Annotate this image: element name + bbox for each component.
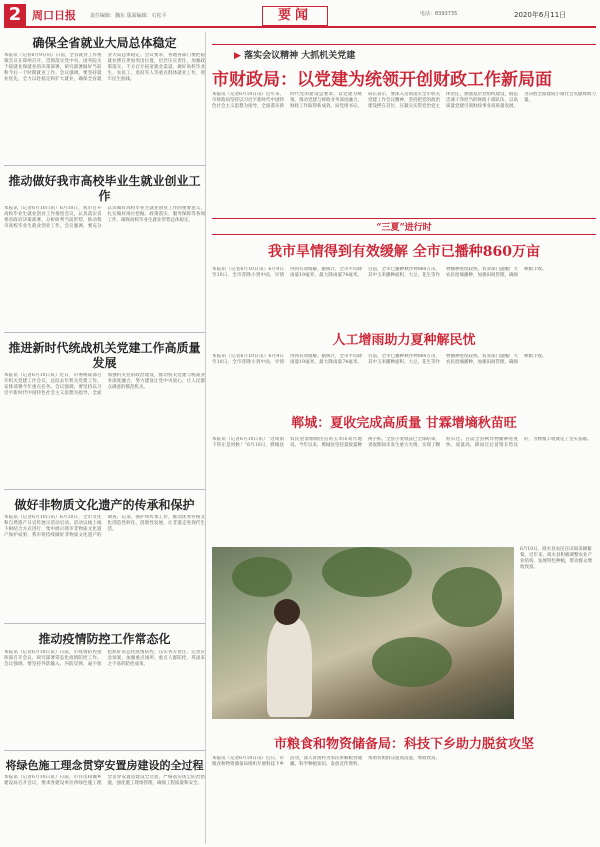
article-body: 本报讯（记者6月10日讯）近日，市委统战部召开机关党建工作会议，总结去年机关党建工作，安排部署今年重点任务。会议强调，要坚持以习近平新时代中国特色社会主义思想为指导，全面加强机关党的政治建设，推动机关党建与统战业务深度融合，努力建设让党中央放心、让人民群众满意的模范机关。 (4, 372, 205, 396)
article-title: 推进新时代统战机关党建工作高质量发展 (8, 341, 201, 370)
article-body: 本报讯（记者6月10日讯）日前，市住房和城乡建设局召开会议，要求各建设单位将绿色施工理念贯穿安置房建设全过程，严格落实扬尘防治措施，强化施工现场管理，确保工程质量和安全。 (4, 774, 205, 786)
body-grain: 本报讯（记者6月10日讯）近日，市粮食和物资储备局组织开展科技下乡活动，深入贫困村为农民讲解粮食储藏、科学种植知识，发放宣传资料，帮助贫困群众提高技能、增收致富。 (212, 756, 440, 767)
tip-line: 电话：8393735 (420, 11, 458, 17)
news-photo (212, 547, 514, 719)
divider (4, 489, 205, 490)
left-column (4, 32, 206, 844)
paper-name: 周口日报 (32, 9, 76, 22)
article-body: 本报讯（记者6月10日讯）日前，市疫情防控指挥部召开会议，研究部署常态化疫情防控工作。会议强调，要坚持外防输入、内防反弹，毫不放松抓好常态化疫情防控，压实各方责任，完善应急预案，加强重点场所、重点人群防控，巩固来之不易的防控成果。 (4, 649, 205, 667)
kicker-line (212, 44, 596, 61)
lead-headline: 市财政局：以党建为统领开创财政工作新局面 (212, 70, 552, 90)
headline-dancheng: 郸城：夏收完成高质量 甘霖增墒秋苗旺 (291, 416, 517, 431)
band-title: “三夏”进行时 (212, 218, 596, 235)
photo-caption: 6月10日，商水县农民在田间采摘葡萄。近年来，商水县积极调整农业产业结构，发展特色种植，带动群众增收致富。 (520, 547, 592, 570)
kicker-text: 落实会议精神 大抓机关党建 (244, 51, 356, 61)
headline-drought: 我市旱情得到有效缓解 全市已播种860万亩 (267, 244, 541, 260)
article-title: 确保全省就业大局总体稳定 (32, 36, 177, 50)
article-body: 本报讯（记者6月10日讯）6月10日，我市召开高校毕业生就业创业工作推进会议，认真落实省委省政府决策部署，分析研判当前形势，推动我市高校毕业生就业创业工作。会议强调，要充分认识做好高校毕业生就业创业工作的重要意义，扎实做好岗位挖掘、政策落实、服务保障等各项工作，确保高校毕业生就业形势总体稳定。 (4, 206, 205, 230)
article-title: 做好非物质文化遗产的传承和保护 (14, 497, 195, 512)
editor-meta: 责任编辑：魏东 版面编辑：石松平 (90, 12, 167, 19)
article-title: 推动做好我市高校毕业生就业创业工作 (8, 174, 201, 203)
lead-body: 本报讯（记者6月10日讯）近年来，市财政局坚持以习近平新时代中国特色社会主义思想为指导，全面落实新时代党的建设总要求，以党建为统领，推动党建与财政业务深度融合，财政工作取得新成效。局党组书记、局长表示，要深入贯彻落实全市机关党建工作会议精神，坚持把党的政治建设摆在首位，压紧压实管党治党主体责任，加强基层党组织建设，锻造忠诚干净担当的财政干部队伍，以高质量党建引领财政事业高质量发展，为决胜全面建成小康社会贡献财政力量。 (212, 92, 596, 109)
headline-rain: 人工增雨助力夏种解民忧 (332, 333, 476, 348)
article-body: 本报讯（记者6月9日讯）日前，全省就业工作视频会议在郑州召开，贯彻落实党中央、国务院关于稳就业保就业的决策部署，研究部署做好当前和今后一个时期就业工作。会议强调，要坚持就业优先，全力以赴稳定和扩大就业，确保全省就业大局总体稳定。会议要求，各地各部门要把稳就业摆在更加突出位置，层层压实责任，加强政策落实，千方百计拓宽就业渠道，做好高校毕业生、农民工、退役军人等重点群体就业工作，兜牢民生底线。 (4, 53, 205, 83)
photo-block (212, 547, 596, 725)
issue-date: 2020年6月11日 (514, 11, 567, 19)
divider (4, 332, 205, 333)
body-drought: 本报讯（记者6月10日讯）6月9日至10日，全市普降小到中雨，旱情得到有效缓解。据统计，全市平均降雨量19毫米，最大降雨量74毫米。目前，全市已播种秋作物860万亩，其中玉米播种面积、大豆、花生等作物播种进度较快。农业部门提醒广大农民抢墒播种，加强田间管理，确保秋粮丰收。 (212, 267, 547, 278)
divider (4, 165, 205, 166)
headline-grain: 市粮食和物资储备局：科技下乡助力脱贫攻坚 (273, 737, 534, 752)
page-number: 2 (4, 4, 26, 26)
article-title: 将绿色施工理念贯穿安置房建设的全过程 (5, 758, 204, 772)
chevron-icon: ▶ (234, 51, 241, 61)
divider (4, 623, 205, 624)
article-body: 本报讯（记者6月10日讯）6月10日，全市文化和自然遗产日宣传展示活动启动。活动以线上线下相结合方式进行，集中展示我市非物质文化遗产保护成果。我市将持续做好非物质文化遗产的调查、记录、保护和传承工作，推动优秀传统文化创造性转化、创新性发展，让非遗走进现代生活。 (4, 515, 205, 539)
body-rain: 本报讯（记者6月10日讯）6月9日至10日，全市普降小到中雨，旱情得到有效缓解。据统计，全市平均降雨量19毫米，最大降雨量74毫米。目前，全市已播种秋作物860万亩，其中玉米播种面积、大豆、花生等作物播种进度较快。农业部门提醒广大农民抢墒播种，加强田间管理，确保秋粮丰收。 (212, 354, 547, 365)
right-column (212, 32, 596, 844)
body-dancheng: 本报讯（记者6月10日讯）“这场雨下得正是时候！”6月10日，郸城县农民望着刚刚出苗的玉米田高兴地说。今年以来，郸城县坚持夏收夏种两手抓，全县小麦收获已全部结束，麦收期间未发生重大火情，实现了颗粒归仓。目前全县秋作物播种进度快、质量高，降雨过后苗情长势良好，为秋粮丰收奠定了坚实基础。 (212, 437, 592, 448)
divider (4, 750, 205, 751)
article-title: 推动疫情防控工作常态化 (38, 632, 171, 647)
section-title: 要闻 (262, 6, 328, 26)
